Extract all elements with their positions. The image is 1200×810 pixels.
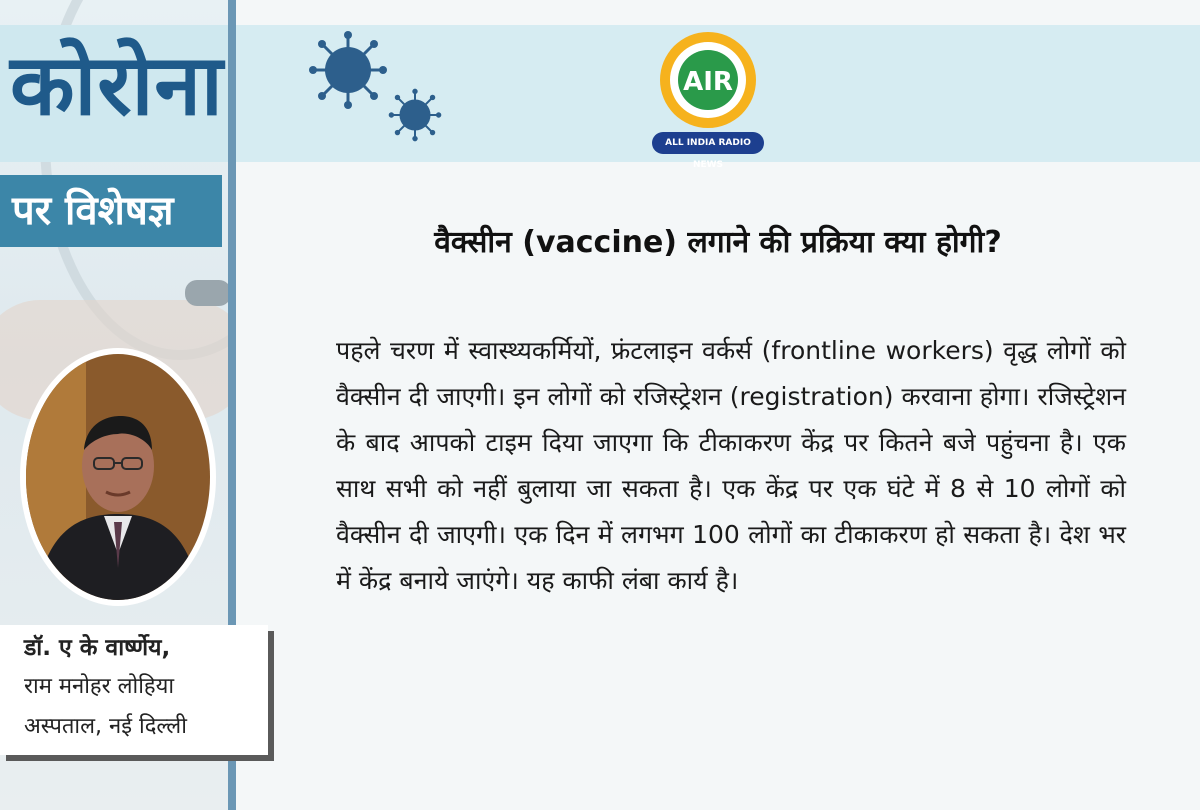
stethoscope-head-decoration [185,280,231,306]
logo-caption: ALL INDIA RADIO NEWS [652,132,764,154]
question-heading: वैक्सीन (vaccine) लगाने की प्रक्रिया क्या होगी? [434,225,1002,260]
page-subtitle: पर विशेषज्ञ [12,188,174,234]
expert-hospital-line1: राम मनोहर लोहिया [24,674,175,699]
page-title: कोरोना [10,36,224,134]
expert-hospital-line2: अस्पताल, नई दिल्ली [24,714,187,739]
subtitle-badge [0,175,222,247]
answer-text: पहले चरण में स्वास्थ्यकर्मियों, फ्रंटलाइन वर्कर्स (frontline workers) वृद्ध लोगों को वैक्सीन दी जाएगी। इन लोगों को रजिस्ट्रेशन (registration) करवाना होगा। रजिस्ट्रेशन के बाद आपको टाइम दिया जाएगा कि टीकाकरण केंद्र पर कितने बजे पहुंचना है। एक साथ सभी को नहीं बुलाया जा सकता है। एक केंद्र पर एक घंटे में 8 से 10 लोगों को वैक्सीन दी जाएगी। एक दिन में लगभग 100 लोगों का टीकाकरण हो सकता है। देश भर में केंद्र बनाये जाएंगे। यह काफी लंबा कार्य है। [336,336,1126,595]
logo-letters: AIR [683,67,733,97]
air-logo [652,28,764,170]
expert-caption [0,625,268,755]
virus-small-icon [388,88,442,142]
virus-icon [308,30,388,110]
expert-photo [20,348,216,606]
doctor-portrait-icon [26,354,210,600]
expert-name: डॉ. ए के वार्ष्णेय, [24,635,171,661]
air-emblem-icon [652,28,764,132]
